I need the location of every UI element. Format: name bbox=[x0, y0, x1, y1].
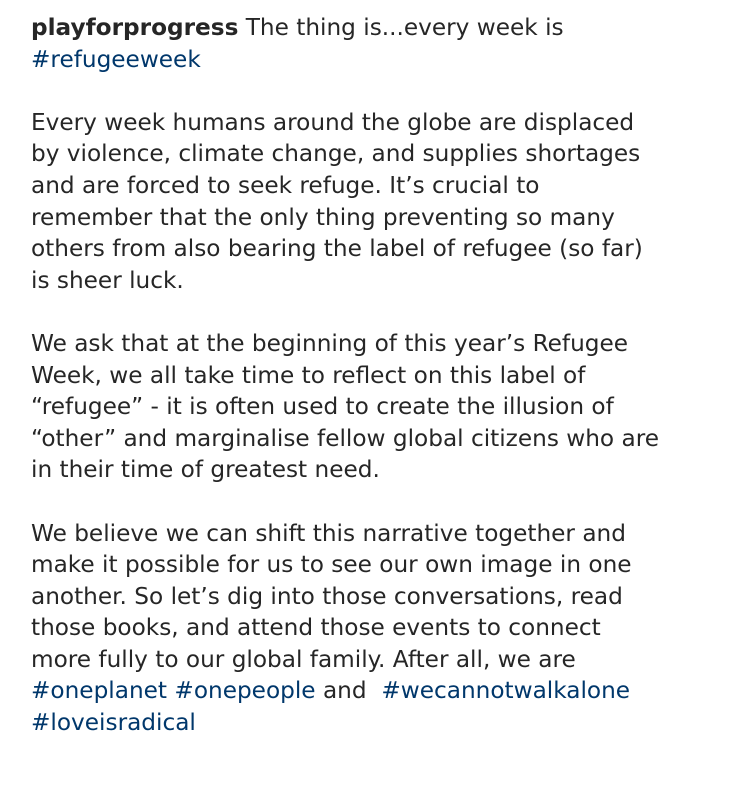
hashtag-onepeople[interactable]: #onepeople bbox=[174, 677, 316, 705]
paragraph3-line-2: make it possible for us to see our own image in one bbox=[31, 551, 632, 579]
caption-intro-tag-line bbox=[31, 44, 724, 76]
paragraph3-line-5: more fully to our global family. After all, we are bbox=[31, 645, 576, 673]
paragraph-gap bbox=[31, 486, 724, 518]
hashtag-oneplanet[interactable]: #oneplanet bbox=[31, 677, 168, 705]
paragraph2-line-5: in their time of greatest need. bbox=[31, 456, 380, 484]
paragraph1-line-3: and are forced to seek refuge. It’s crucial to bbox=[31, 171, 540, 199]
paragraph1-line-6: is sheer luck. bbox=[31, 266, 184, 294]
paragraph2-line-1: We ask that at the beginning of this year’s Refugee bbox=[31, 329, 629, 357]
paragraph-gap bbox=[31, 75, 724, 107]
paragraph2-line-4: “other” and marginalise fellow global citizens who are bbox=[31, 424, 659, 452]
and-text: and bbox=[315, 677, 382, 705]
paragraph1-line-1: Every week humans around the globe are displaced bbox=[31, 108, 635, 136]
paragraph1-line-5: others from also bearing the label of refugee (so far) bbox=[31, 235, 643, 263]
hashtag-loveisradical[interactable]: #loveisradical bbox=[31, 709, 196, 737]
hashtags-line bbox=[31, 675, 724, 707]
caption-intro-line bbox=[31, 12, 724, 44]
paragraph3-line-1: We believe we can shift this narrative together and bbox=[31, 519, 626, 547]
paragraph1-line-4: remember that the only thing preventing so many bbox=[31, 203, 615, 231]
paragraph2-line-2: Week, we all take time to reflect on this label of bbox=[31, 361, 586, 389]
username-link[interactable]: playforprogress bbox=[31, 14, 239, 41]
caption-intro-text: The thing is...every week is bbox=[238, 14, 564, 41]
hashtag-wecannotwalkalone[interactable]: #wecannotwalkalone bbox=[381, 677, 631, 705]
paragraph-gap bbox=[31, 296, 724, 328]
paragraph3-line-4: those books, and attend those events to connect bbox=[31, 614, 601, 642]
last-hashtag-line bbox=[31, 707, 724, 739]
paragraph2-line-3: “refugee” - it is often used to create the illusion of bbox=[31, 393, 614, 421]
paragraph3-line-3: another. So let’s dig into those conversations, read bbox=[31, 582, 623, 610]
paragraph1-line-2: by violence, climate change, and supplies shortages bbox=[31, 140, 641, 168]
hashtag-refugeeweek[interactable]: #refugeeweek bbox=[31, 45, 201, 73]
